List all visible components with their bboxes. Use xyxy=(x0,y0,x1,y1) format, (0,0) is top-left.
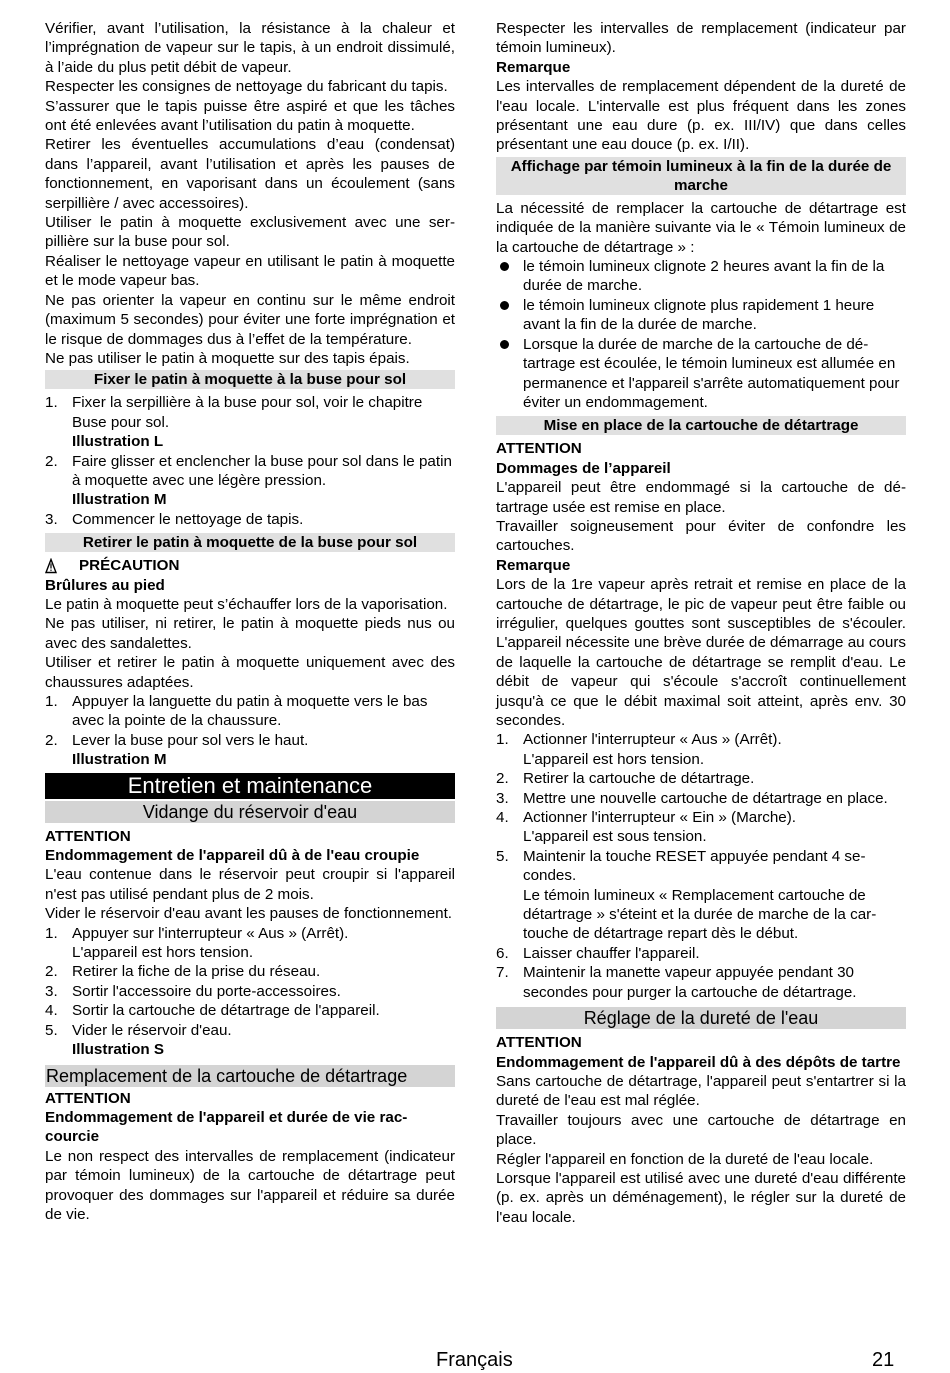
list-item: 7. Maintenir la manette vapeur appuyée pendant 30 secondes pour purger la cartouche de détartrage. xyxy=(496,964,857,1001)
paragraph: Ne pas utiliser le patin à moquette sur des tapis épais. xyxy=(45,349,410,367)
paragraph: S’assurer que le tapis puisse être aspiré et que les tâches ont été enlevées avant l’utilisation du patin à moquette. xyxy=(45,97,455,135)
section-heading-indicator: Affichage par témoin lumineux à la fin de la durée de marche xyxy=(496,157,906,195)
list-item: 3. Mettre une nouvelle cartouche de détartrage en place. xyxy=(496,789,888,807)
list-item: Lorsque la durée de marche de la cartouche de détartrage est écoulée, le témoin lumineux est allumée en permanence et l'appareil s'arrête automatiquement pour éviter un endommagement. xyxy=(496,335,906,413)
paragraph: Ne pas utiliser, ni retirer, le patin à moquette pieds nus ou avec des sandalettes. xyxy=(45,615,455,652)
illustration-ref: Illustration S xyxy=(72,1041,164,1059)
paragraph: L'eau contenue dans le réservoir peut croupir si l'appareil n'est pas utilisé pendant plus de 2 mois. xyxy=(45,866,455,903)
left-column xyxy=(45,19,455,1224)
paragraph: Lors de la 1re vapeur après retrait et remise en place de la cartouche de détartrage, le pic de vapeur peut être faible ou irrégulier, quelques gouttes sont susceptibles de s'écouler. L'appareil nécessite une brève durée de démarrage au cours de laquelle la cartouche de détartrage se remplit d'eau. Le débit de vapeur qui s'écoule s'accroît continuellement jusqu'à ce que le débit maximal soit atteint, après env. 30 secondes. xyxy=(496,576,906,729)
drain-steps xyxy=(45,924,455,1060)
paragraph: Respecter les consignes de nettoyage du fabricant du tapis. xyxy=(45,78,448,96)
attention-label: ATTENTION xyxy=(496,1034,582,1052)
illustration-ref: Illustration M xyxy=(72,751,167,769)
paragraph: Vérifier, avant l’utilisation, la résistance à la chaleur et l’imprégnation de vapeur sur le tapis, à un endroit dissimulé, à l’aide du plus petit débit de vapeur. xyxy=(45,20,455,76)
paragraph: Lorsque l'appareil est utilisé avec une dureté d'eau différente (p. ex. après un déménagement), le régler sur la dureté de l'eau locale. xyxy=(496,1169,906,1226)
warning-triangle-icon xyxy=(45,558,67,574)
attention-label: ATTENTION xyxy=(45,1089,131,1107)
attention-label: ATTENTION xyxy=(496,440,582,458)
remark-label: Remarque xyxy=(496,556,571,574)
bullet-icon xyxy=(500,262,509,271)
section-heading-install: Mise en place de la cartouche de détartrage xyxy=(496,416,906,435)
list-item: 2. Retirer la fiche de la prise du réseau. xyxy=(45,963,321,981)
section-heading-replace: Remplacement de la cartouche de détartrage xyxy=(45,1065,455,1087)
indicator-bullets xyxy=(496,257,906,412)
list-item: 3. Commencer le nettoyage de tapis. xyxy=(45,510,304,528)
list-item: 2. Faire glisser et enclencher la buse pour sol dans le patin à moquette avec une légère pression. Illustration M xyxy=(45,452,455,510)
list-item: 5. Vider le réservoir d'eau. Illustration S xyxy=(45,1021,455,1060)
section-heading-remove: Retirer le patin à moquette de la buse pour sol xyxy=(45,533,455,552)
caution-subtitle: Brûlures au pied xyxy=(45,576,165,594)
paragraph: Utiliser et retirer le patin à moquette uniquement avec des chaussures adaptées. xyxy=(45,654,455,691)
attention-subtitle: Dommages de l’appareil xyxy=(496,459,671,477)
paragraph: Retirer les éventuelles accumulations d’eau (condensat) dans l’appareil, avant l’utilisation et après les pauses de fonctionnement, en vaporisant dans un écoulement (sans serpillière / avec accessoires). xyxy=(45,136,455,212)
paragraph: Ne pas orienter la vapeur en continu sur le même endroit (maximum 5 secondes) pour éviter une forte imprégnation et le risque de dommages dus à l’effet de la température. xyxy=(45,291,455,348)
list-item: 1. Actionner l'interrupteur « Aus » (Arrêt). L'appareil est hors tension. xyxy=(496,731,782,768)
attention-subtitle: Endommagement de l'appareil et durée de vie raccourcie xyxy=(45,1108,408,1146)
list-item: le témoin lumineux clignote plus rapidement 1 heure avant la fin de la durée de marche. xyxy=(496,296,906,335)
list-item: le témoin lumineux clignote 2 heures avant la fin de la durée de marche. xyxy=(496,257,906,296)
list-item: 6. Laisser chauffer l'appareil. xyxy=(496,944,700,962)
paragraph: Vider le réservoir d'eau avant les pauses de fonctionnement. xyxy=(45,905,453,923)
paragraph: Réaliser le nettoyage vapeur en utilisant le patin à moquette et le mode vapeur bas. xyxy=(45,252,455,290)
list-item: 3. Sortir l'accessoire du porte-accessoires. xyxy=(45,982,341,1000)
intro-section xyxy=(45,19,455,368)
list-item: 2. Lever la buse pour sol vers le haut. Illustration M xyxy=(45,731,455,770)
list-item: 2. Retirer la cartouche de détartrage. xyxy=(496,770,755,788)
list-item: 1. Fixer la serpillière à la buse pour sol, voir le chapitre Buse pour sol. Illustration L xyxy=(45,393,455,451)
paragraph: Travailler toujours avec une cartouche de détartrage en place. xyxy=(496,1111,906,1149)
list-item: 1. Appuyer sur l'interrupteur « Aus » (Arrêt). L'appareil est hors tension. xyxy=(45,924,349,962)
chapter-title: Entretien et maintenance xyxy=(45,773,455,799)
caution-label: PRÉCAUTION xyxy=(45,556,455,575)
paragraph: Travailler soigneusement pour éviter de confondre les cartouches. xyxy=(496,517,906,555)
paragraph: Respecter les intervalles de remplacement (indicateur par témoin lumineux). xyxy=(496,20,906,57)
attention-subtitle: Endommagement de l'appareil dû à de l'eau croupie xyxy=(45,847,420,865)
list-item: 4. Actionner l'interrupteur « Ein » (Marche). L'appareil est sous tension. xyxy=(496,809,797,846)
remark-label: Remarque xyxy=(496,58,571,76)
page-number: 21 xyxy=(872,1349,895,1371)
paragraph: La nécessité de remplacer la cartouche de détartrage est indiquée de la manière suivante via le « Témoin lumineux de la cartouche de détartrage » : xyxy=(496,199,906,256)
paragraph: Le non respect des intervalles de remplacement (indicateur par témoin lumineux) de la cartouche de détartrage peut provoquer des dommages sur l'appareil et réduire sa durée de vie. xyxy=(45,1147,455,1223)
paragraph: Régler l'appareil en fonction de la dureté de l'eau locale. xyxy=(496,1150,874,1168)
paragraph: L'appareil peut être endommagé si la cartouche de détartrage usée est remise en place. xyxy=(496,479,906,516)
list-item: 1. Appuyer la languette du patin à moquette vers le bas avec la pointe de la chaussure. xyxy=(45,693,428,730)
section-heading-fix: Fixer le patin à moquette à la buse pour sol xyxy=(45,370,455,389)
illustration-ref: Illustration L xyxy=(72,433,164,451)
paragraph: Les intervalles de remplacement dépendent de la dureté de l'eau locale. L'intervalle est plus fréquent dans les zones présentant une eau dure (p. ex. III/IV) que dans celles présentant une eau douce (p. ex. I/II). xyxy=(496,78,906,154)
paragraph: Sans cartouche de détartrage, l'appareil peut s'entartrer si la dureté de l'eau est mal réglée. xyxy=(496,1072,906,1110)
section-heading-drain: Vidange du réservoir d'eau xyxy=(45,801,455,823)
right-column xyxy=(496,19,906,1227)
illustration-ref: Illustration M xyxy=(72,491,167,509)
install-steps xyxy=(496,730,906,1002)
bullet-icon xyxy=(500,340,509,349)
attention-label: ATTENTION xyxy=(45,827,131,845)
list-item: 4. Sortir la cartouche de détartrage de l'appareil. xyxy=(45,1002,380,1020)
list-item: 5. Maintenir la touche RESET appuyée pendant 4 secondes. Le témoin lumineux « Remplacement cartouche de détartrage » s'éteint et la durée de marche de la cartouche de détartrage repart dès le début. xyxy=(496,847,877,943)
fix-steps xyxy=(45,393,455,529)
section-heading-hardness: Réglage de la dureté de l'eau xyxy=(496,1007,906,1029)
paragraph: Le patin à moquette peut s’échauffer lors de la vaporisation. xyxy=(45,595,448,613)
attention-subtitle: Endommagement de l'appareil dû à des dépôts de tartre xyxy=(496,1053,901,1071)
footer-language: Français xyxy=(436,1349,513,1371)
paragraph: Utiliser le patin à moquette exclusivement avec une serpillière sur la buse pour sol. xyxy=(45,214,455,251)
remove-steps xyxy=(45,692,455,770)
bullet-icon xyxy=(500,301,509,310)
